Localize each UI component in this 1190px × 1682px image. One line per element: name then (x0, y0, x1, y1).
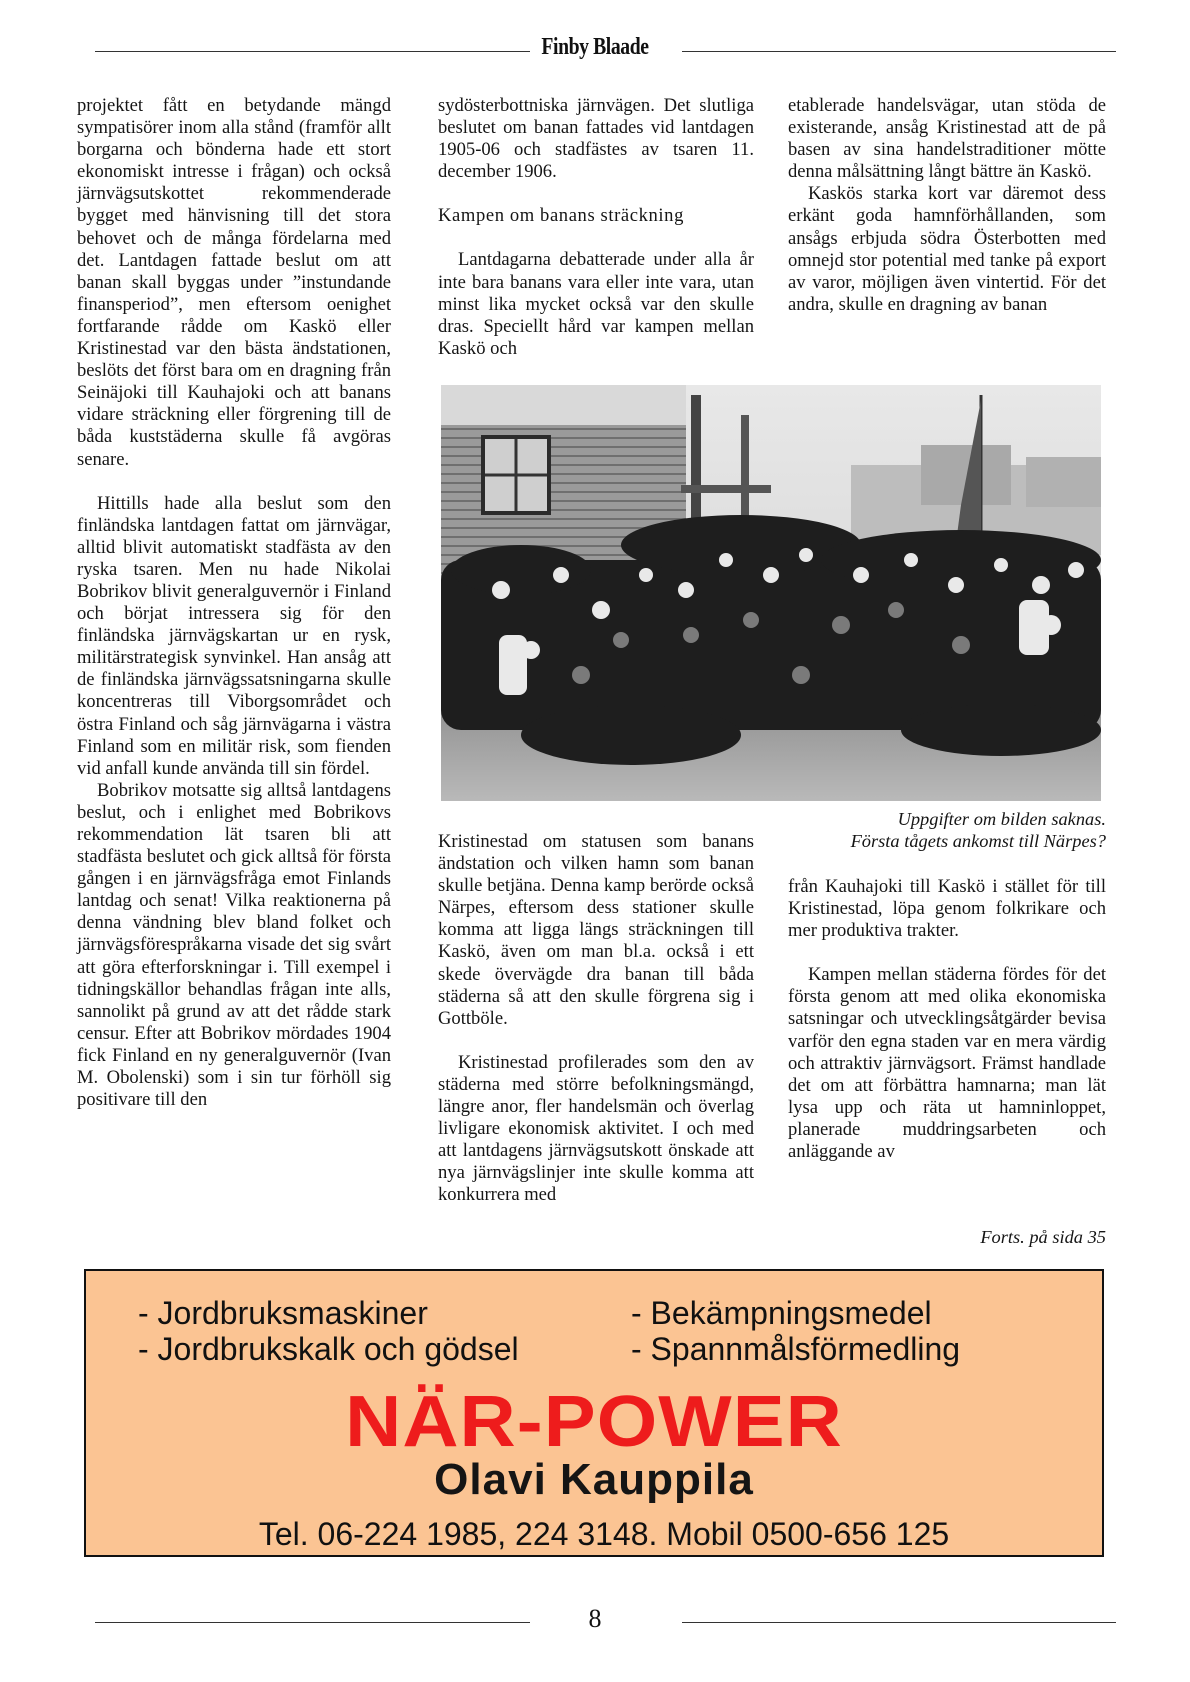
article-column-2-bottom (438, 831, 754, 1207)
ad-contact-name: Olavi Kauppila (434, 1455, 754, 1504)
footer-rule-right (682, 1622, 1116, 1623)
col2-paragraph-1: sydösterbottniska järnvägen. Det slutliga beslutet om banan fattades vid lantdagen 1905-06 och stadfästes av tsaren 11. december 1906. (438, 95, 754, 183)
article-column-2-top (438, 95, 754, 360)
col1-paragraph-1: projektet fått en betydande mängd sympatisörer inom alla stånd (framför allt borgarna och bönderna hade ett stort ekonomiskt intresse i frågan) och också järnvägsutskottet rekommenderade bygget med hänvisning till det stora behovet och de många fördelarna med det. Lantdagen fattade beslut om att banan skall byggas under ”instundande finansperiod”, men eftersom oenighet fortfarande rådde om Kaskö eller Kristinestad var den bästa ändstationen, beslöts det först bara om en dragning från Seinäjoki till Kauhajoki och att banans vidare sträckning eller förgrening till de båda kuststäderna skulle få avgöras senare. (77, 95, 391, 470)
article-column-3-bottom (788, 876, 1106, 1163)
page-number: 8 (588, 1604, 602, 1633)
ad-item: - Spannmålsförmedling (631, 1331, 961, 1367)
article-column-3-top (788, 95, 1106, 316)
photo-caption (790, 808, 1106, 852)
col1-paragraph-3: Bobrikov motsatte sig alltså lantdagens beslut, och i enlighet med Bobrikovs rekommendation lät tsaren bli att stadfästa beslutet och gick alltså för första gången i en järnvägsfråga emot Finlands lantdag och senat! Vilka reaktionerna på denna vändning blev bland folket och järnvägsförespråkarna visade det sig svårt att göra efterforskningar i. Till exempel i tidningskällor behandlas frågan inte alls, sannolikt på grund av att det rådde stark censur. Efter att Bobrikov mördades 1904 fick Finland en ny generalguvernör (Ivan M. Obolenski) som i sin tur förhöll sig positivare till den (77, 779, 391, 1111)
photo-caption-line-1: Uppgifter om bilden saknas. (897, 809, 1106, 829)
header-rule-right (682, 51, 1116, 52)
col3-paragraph-2: Kaskös starka kort var däremot dess erkänt goda hamnförhållanden, som ansågs erbjuda södra Österbotten med omnejd stor potential med tanke på export av varor, möjligen även vintertid. För det andra, skulle en dragning av banan (788, 183, 1106, 315)
col3-paragraph-3: från Kauhajoki till Kaskö i stället för till Kristinestad, löpa genom folkrikare och mer produktiva trakter. (788, 876, 1106, 942)
ad-items-left (138, 1295, 519, 1367)
advertisement-box (84, 1269, 1104, 1557)
masthead-title: Finby Blaade (541, 34, 649, 60)
continuation-note: Forts. på sida 35 (980, 1227, 1106, 1247)
col3-paragraph-1: etablerade handelsvägar, utan stöda de existerande, ansåg Kristinestad att de på basen av sina handelstraditioner mötte denna målsättning långt bättre än Kaskö. (788, 95, 1106, 183)
ad-brand-name: NÄR-POWER (345, 1382, 843, 1462)
col2-paragraph-2: Lantdagarna debatterade under alla år inte bara banans vara eller inte vara, utan minst lika mycket också var den skulle dras. Speciellt hård var kampen mellan Kaskö och (438, 249, 754, 359)
ad-item: - Jordbruksmaskiner (138, 1295, 428, 1331)
ad-phone-numbers: Tel. 06-224 1985, 224 3148. Mobil 0500-656 125 (258, 1516, 950, 1552)
historical-photo (441, 385, 1101, 801)
photo-caption-line-2: Första tågets ankomst till Närpes? (850, 831, 1106, 851)
col1-paragraph-2: Hittills hade alla beslut som den finländska lantdagen fattat om järnvägar, alltid blivit automatiskt stadfästa av den ryska tsaren. Men nu hade Nikolai Bobrikov blivit generalguvernör i Finland och börjat intressera sig för den finländska järnvägskartan ur en rysk, militärstrategisk synvinkel. Han ansåg att de finländska järnvägssatsningarna skulle koncentreras till Viborgsområdet och östra Finland och såg järnvägarna i västra Finland som en militär risk, som fienden vid anfall kunde använda till sin fördel. (77, 492, 391, 779)
col2-paragraph-4: Kristinestad profilerades som den av städerna med större befolkningsmängd, längre anor, fler handelsmän och överlag livligare ekonomisk aktivitet. I och med att lantdagens järnvägsutskott önskade att nya järnvägslinjer inte skulle komma att konkurrera med (438, 1051, 754, 1206)
col3-paragraph-4: Kampen mellan städerna fördes för det första genom att med olika ekonomiska satsningar och utvecklingsåtgärder bevisa varför den egna staden var en mera värdig och attraktiv järnvägsort. Främst handlade det om att förbättra hamnarna; man lät lysa upp och räta ut hamninloppet, planerade muddringsarbeten och anläggande av (788, 964, 1106, 1163)
ad-item: - Jordbrukskalk och gödsel (138, 1331, 519, 1367)
ad-item: - Bekämpningsmedel (631, 1295, 932, 1331)
article-column-1 (77, 95, 391, 1111)
col2-paragraph-3: Kristinestad om statusen som banans ändstation och vilken hamn som banan skulle betjäna. Denna kamp berörde också Närpes, eftersom dess stationer skulle komma att ligga längs sträckningen till Kaskö, även om man bl.a. också i ett skede övervägde dra banan till båda städerna så att den skulle förgrena sig i Gottböle. (438, 831, 754, 1029)
section-subheading: Kampen om banans sträckning (438, 205, 684, 227)
ad-items-right (631, 1295, 960, 1367)
